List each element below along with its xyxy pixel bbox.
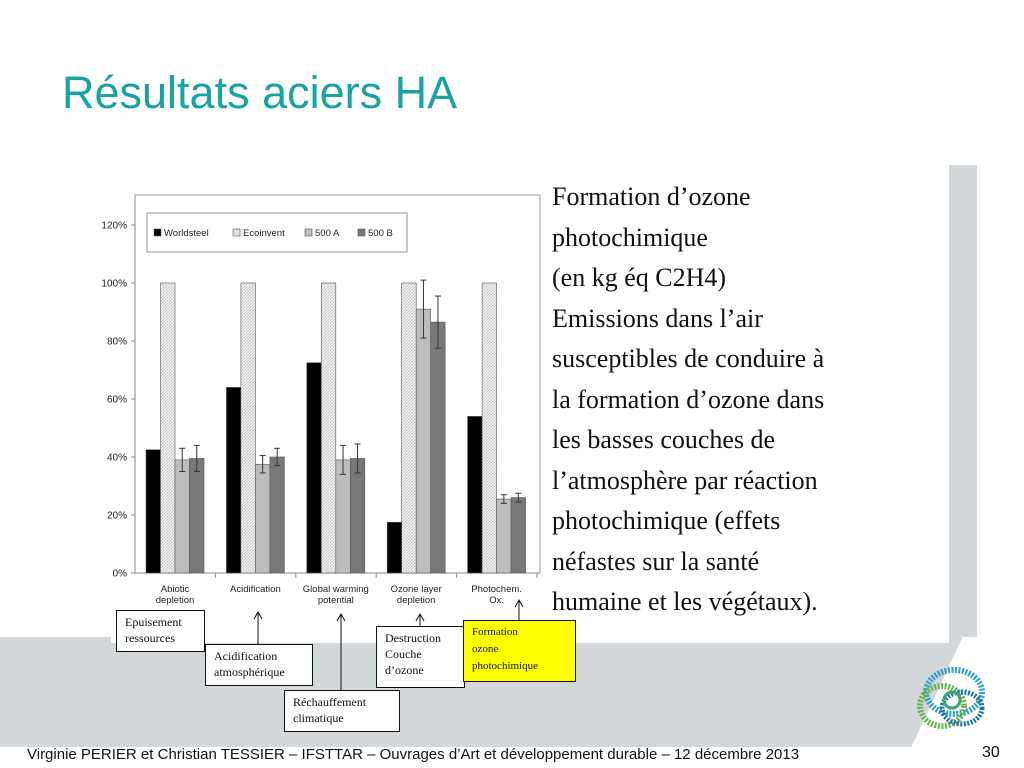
category-label: depletion [396,595,436,606]
bar-ecoinvent [321,283,336,573]
callout-line: ozone [472,643,499,655]
y-tick-label: 80% [106,336,127,348]
legend-label: 500 B [368,228,393,239]
legend-label: Ecoinvent [243,228,285,239]
bar-500-a [255,464,270,573]
callout-line: Destruction [385,631,441,645]
ifsttar-logo-icon [912,658,992,738]
category-label: Global warming [302,584,369,595]
legend-swatch [305,229,312,236]
bar-500-b [431,322,446,573]
footer-text: Virginie PERIER et Christian TESSIER – IFSTTAR – Ouvrages d’Art et développement durable – 12 décembre 2013 [27,746,800,763]
bar-ecoinvent [402,283,417,573]
category-label: depletion [155,595,195,606]
bar-worldsteel [387,522,402,573]
bar-500-b [511,498,525,573]
category-label: Ox. [489,595,504,606]
category-label: Abiotic [160,584,190,595]
callout-label [284,690,400,732]
bar-500-b [190,458,205,573]
bar-worldsteel [468,416,483,573]
legend-label: Worldsteel [164,228,209,239]
page-number: 30 [982,744,1000,761]
slide-title: Résultats aciers HA [62,67,458,118]
category-label: Acidification [230,584,281,595]
y-tick-label: 100% [101,278,127,290]
bar-worldsteel [226,387,241,573]
description-line: néfastes sur la santé [552,546,760,576]
y-tick-label: 0% [112,568,127,580]
y-tick-label: 120% [101,220,127,232]
bar-500-a [175,460,190,573]
description-line: Emissions dans l’air [552,303,763,333]
description-line: photochimique (effets [552,506,781,535]
y-tick-label: 20% [106,510,127,522]
legend-swatch [233,229,240,236]
y-tick-label: 40% [106,452,127,464]
bar-500-b [270,457,285,573]
callout-line: Réchauffement [293,695,367,709]
callout-line: photochimique [472,660,538,672]
callout-line: Couche [385,647,422,661]
category-label: Photochem. [471,584,522,595]
description-line: (en kg éq C2H4) [552,263,727,292]
description-text [552,177,922,623]
description-line: humaine et les végétaux). [552,587,818,616]
callout-line: climatique [293,711,344,725]
callout-label [463,620,576,682]
description-line: photochimique [552,222,708,252]
bar-worldsteel [146,450,161,573]
category-label: Ozone layer [390,584,442,595]
callout-line: atmosphérique [214,665,285,679]
bar-ecoinvent [482,283,497,573]
callout-label [376,626,465,688]
legend-swatch [154,229,161,236]
callout-line: ressources [125,631,175,645]
description-line: la formation d’ozone dans [552,384,825,414]
bar-500-a [336,460,351,573]
callout-line: Epuisement [125,615,182,629]
description-line: susceptibles de conduire à [552,344,825,373]
description-line: les basses couches de [552,425,776,454]
bar-worldsteel [307,363,322,573]
y-tick-label: 60% [106,394,127,406]
legend-swatch [358,229,365,236]
description-line: Formation d’ozone [552,182,751,211]
callout-line: d’ozone [385,663,424,677]
bar-ecoinvent [161,283,176,573]
description-line: l’atmosphère par réaction [552,465,818,495]
callout-label [205,644,313,686]
callout-label [116,610,205,652]
legend-label: 500 A [315,228,340,239]
bar-500-a [416,309,431,573]
bar-ecoinvent [241,283,256,573]
category-label: potential [317,595,354,606]
callout-line: Acidification [214,649,278,663]
bar-500-a [497,499,512,573]
bar-500-b [350,458,365,573]
callout-line: Formation [472,626,518,638]
